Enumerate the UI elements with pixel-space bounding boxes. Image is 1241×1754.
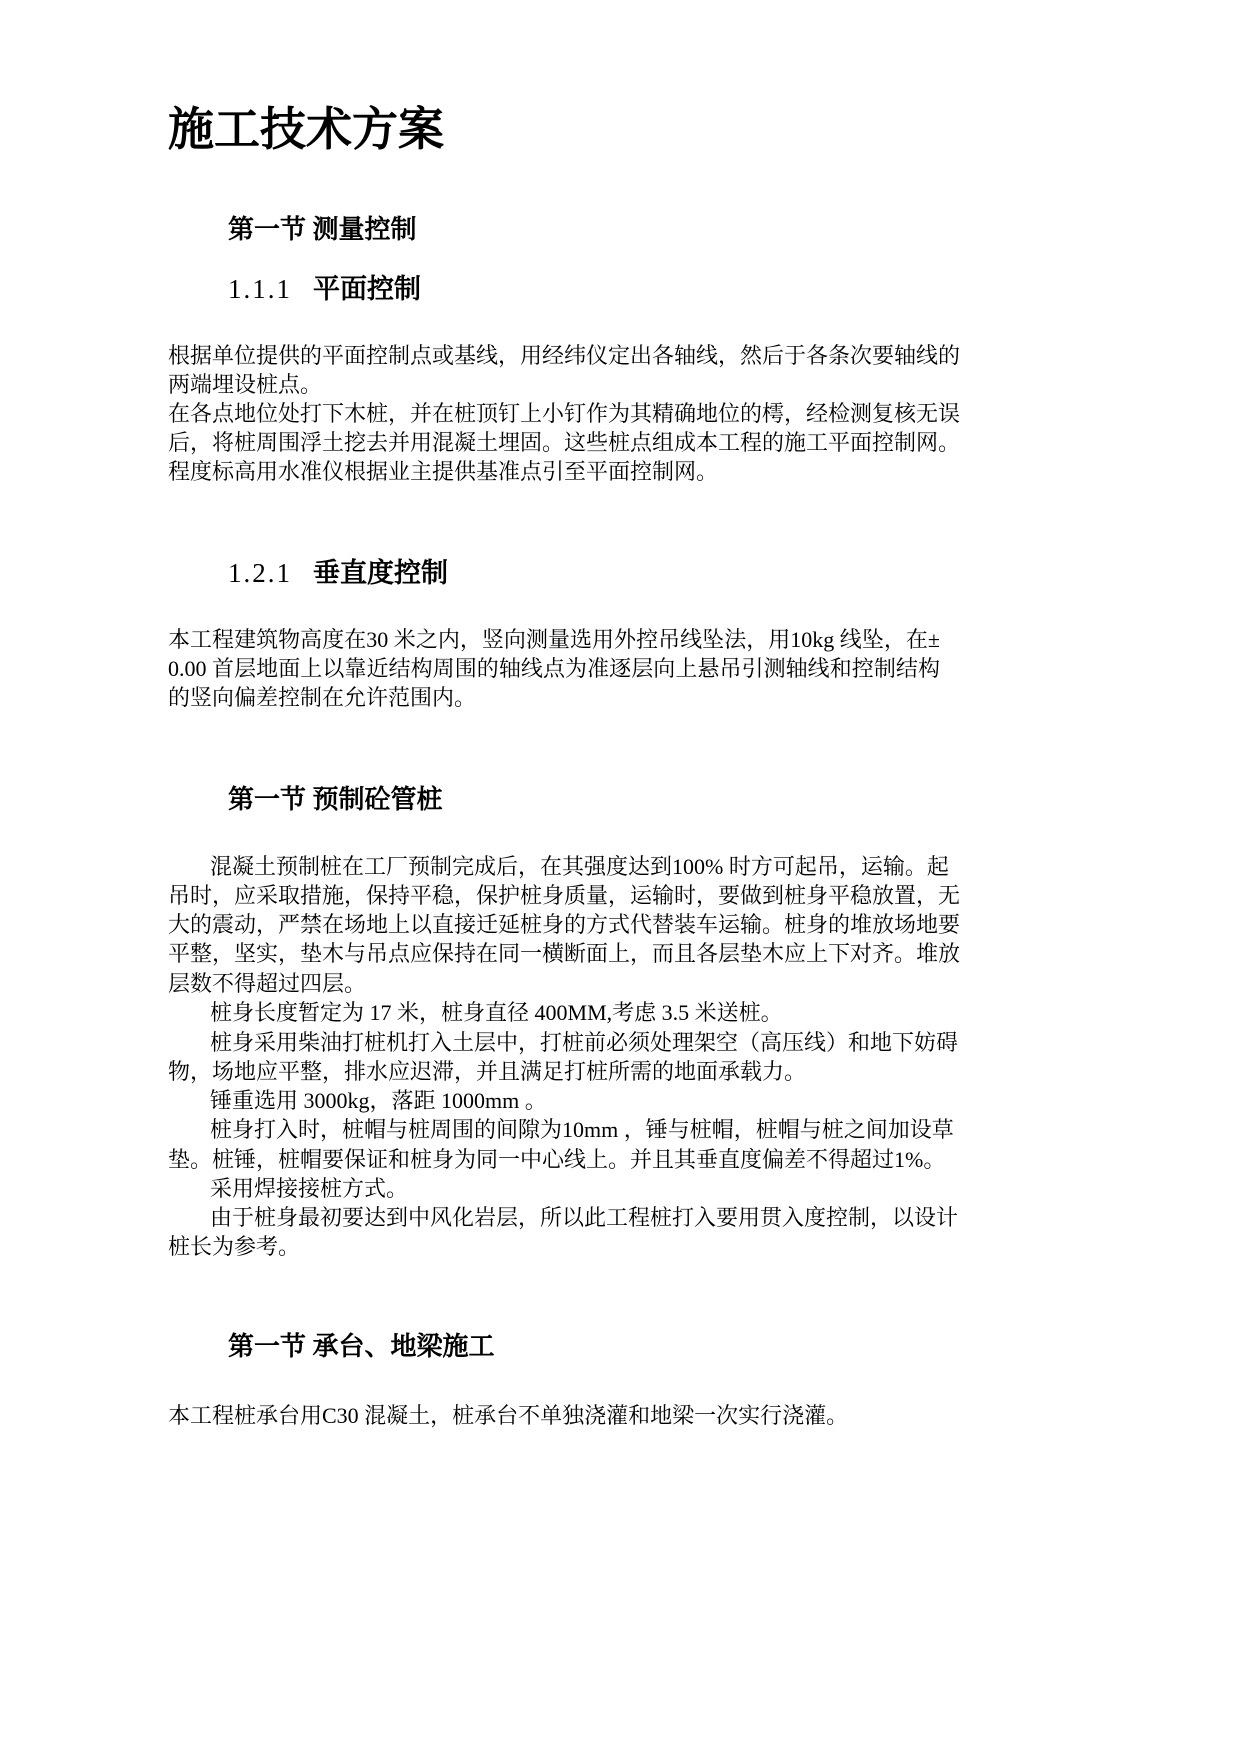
paragraph-line: 锤重选用 3000kg，落距 1000mm 。 (210, 1088, 547, 1113)
paragraph-line: 层数不得超过四层。 (168, 971, 367, 996)
subsection-heading-plane-control (228, 271, 421, 307)
paragraph-line: 0.00 首层地面上以靠近结构周围的轴线点为准逐层向上悬吊引测轴线和控制结构 (168, 656, 940, 681)
subsection-title: 平面控制 (313, 274, 421, 304)
paragraph-line: 吊时，应采取措施，保持平稳，保护桩身质量，运输时，要做到桩身平稳放置，无 (168, 883, 961, 908)
paragraph-line: 垫。桩锤，桩帽要保证和桩身为同一中心线上。并且其垂直度偏差不得超过1%。 (168, 1147, 946, 1172)
subsection-heading-vertical-control (228, 555, 448, 591)
paragraph-line: 由于桩身最初要达到中风化岩层，所以此工程桩打入要用贯入度控制，以设计 (210, 1205, 959, 1230)
section-heading-measurement: 第一节 测量控制 (228, 215, 417, 244)
subsection-title: 垂直度控制 (313, 558, 448, 588)
paragraph-line: 混凝土预制桩在工厂预制完成后，在其强度达到100% 时方可起吊，运输。起 (210, 854, 949, 879)
section-heading-precast-piles: 第一节 预制砼管桩 (228, 785, 443, 814)
paragraph-line: 物，场地应平整，排水应迟滞，并且满足打桩所需的地面承载力。 (168, 1059, 807, 1084)
paragraph-line: 的竖向偏差控制在允许范围内。 (168, 685, 477, 710)
paragraph-line: 后，将桩周围浮土挖去并用混凝土埋固。这些桩点组成本工程的施工平面控制网。 (168, 430, 961, 455)
paragraph-line: 本工程桩承台用C30 混凝土，桩承台不单独浇灌和地梁一次实行浇灌。 (168, 1403, 849, 1428)
paragraph-line: 程度标高用水准仪根据业主提供基准点引至平面控制网。 (168, 459, 719, 484)
paragraph-line: 两端埋设桩点。 (168, 372, 323, 397)
paragraph-line: 桩身采用柴油打桩机打入土层中，打桩前必须处理架空（高压线）和地下妨碍 (210, 1030, 959, 1055)
paragraph-line: 桩长为参考。 (168, 1234, 301, 1259)
paragraph-line: 平整，坚实，垫木与吊点应保持在同一横断面上，而且各层垫木应上下对齐。堆放 (168, 941, 961, 966)
paragraph-line: 在各点地位处打下木桩，并在桩顶钉上小钉作为其精确地位的樗，经检测复核无误 (168, 401, 961, 426)
paragraph-line: 桩身长度暂定为 17 米，桩身直径 400MM,考虑 3.5 米送桩。 (210, 1000, 783, 1025)
paragraph-line: 采用焊接接桩方式。 (210, 1176, 409, 1201)
subsection-number: 1.1.1 (228, 274, 292, 304)
paragraph-line: 根据单位提供的平面控制点或基线，用经纬仪定出各轴线，然后于各条次要轴线的 (168, 343, 961, 368)
document-title: 施工技术方案 (168, 104, 444, 155)
section-heading-pile-caps: 第一节 承台、地梁施工 (228, 1332, 495, 1361)
paragraph-line: 大的震动，严禁在场地上以直接迁延桩身的方式代替装车运输。桩身的堆放场地要 (168, 912, 961, 937)
paragraph-line: 桩身打入时，桩帽与桩周围的间隙为10mm ，锤与桩帽，桩帽与桩之间加设草 (210, 1117, 954, 1142)
subsection-number: 1.2.1 (228, 558, 292, 588)
paragraph-line: 本工程建筑物高度在30 米之内，竖向测量选用外控吊线坠法，用10kg 线坠，在± (168, 627, 940, 652)
